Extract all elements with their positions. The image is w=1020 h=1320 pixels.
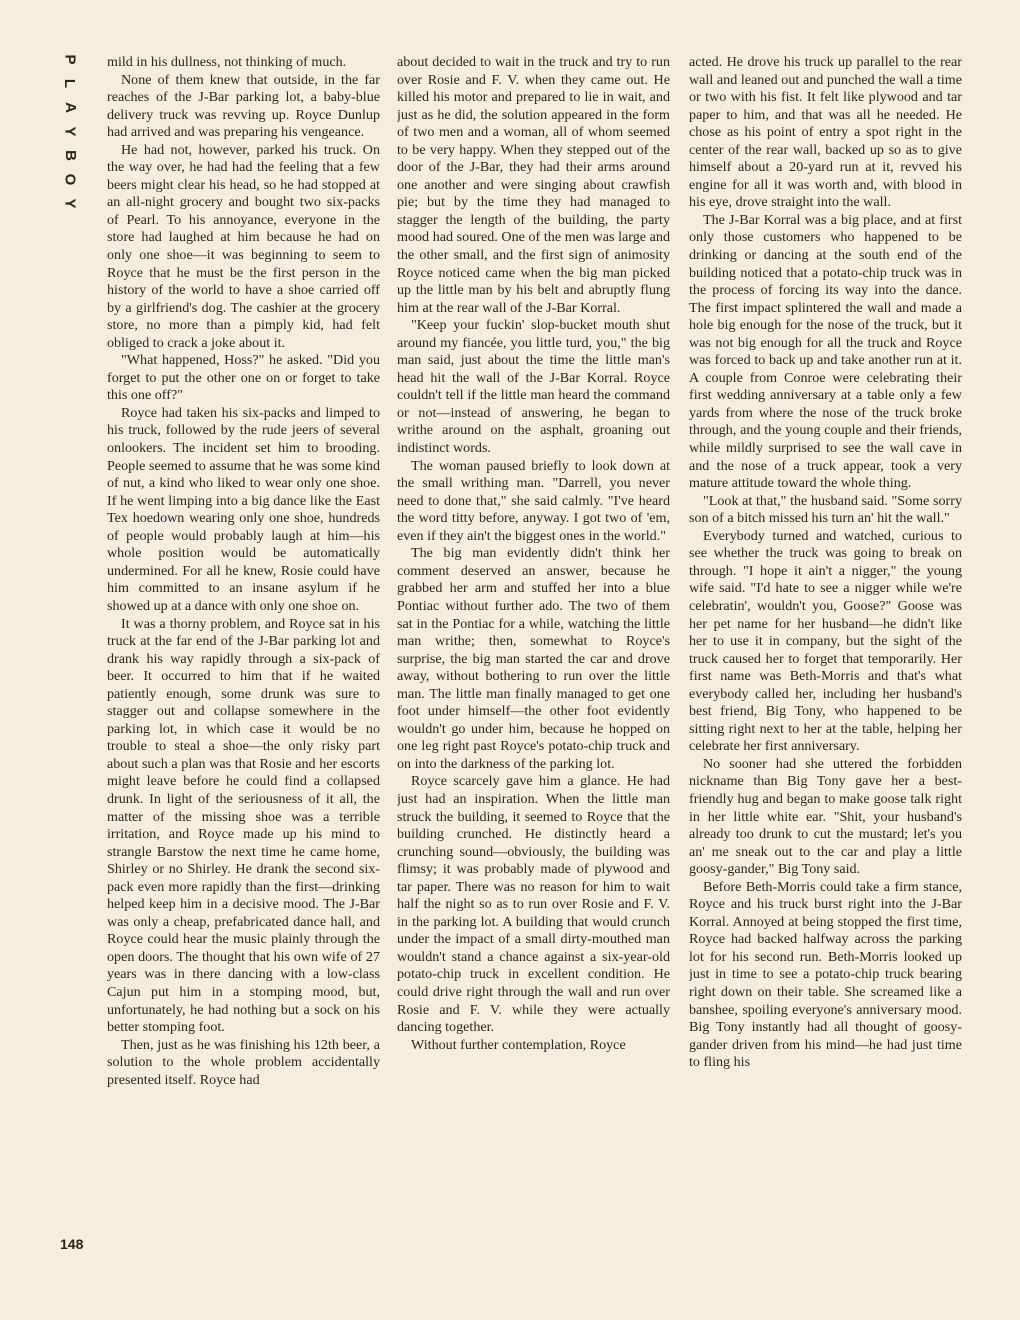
magazine-letter: B — [61, 150, 79, 161]
paragraph: "Keep your fuckin' slop-bucket mouth shut around my fiancée, you little turd, you," the big man said, just about the time the little man's head hit the wall of the J-Bar Korral. Royce couldn't tell if the little man heard the command or not—instead of answering, he began to writhe around on the asphalt, groaning out indistinct words. — [397, 317, 670, 457]
paragraph: Royce had taken his six-packs and limped to his truck, followed by the rude jeers of several onlookers. The incident set him to brooding. People seemed to assume that he was some kind of nut, a kind who liked to wear only one shoe. If he went limping into a big dance like the East Tex hoedown wearing only one shoe, hundreds of people would probably laugh at him—his whole position would be automatically undermined. For all he knew, Rosie could have him committed to an insane asylum if he showed up at a dance with only one shoe on. — [107, 404, 380, 614]
page-number: 148 — [60, 1236, 84, 1252]
paragraph: The big man evidently didn't think her comment deserved an answer, because he grabbed her arm and stuffed her into a blue Pontiac without further ado. The two of them sat in the Pontiac for a while, watching the little man writhe; then, somewhat to Royce's surprise, the big man started the car and drove away, without bothering to run over the little man. The little man finally managed to get one foot under himself—the other foot evidently wouldn't go under him, because he hopped on one leg right past Royce's potato-chip truck and on into the darkness of the parking lot. — [397, 545, 670, 772]
paragraph: He had not, however, parked his truck. On the way over, he had had the feeling that a few beers might clear his head, so he had stopped at an all-night grocery and bought two six-packs of Pearl. To his annoyance, everyone in the store had laughed at him because he had on only one shoe—it was beginning to seem to Royce that he must be the first person in the history of the world to have a shoe carried off by a girlfriend's dog. The cashier at the grocery store, no more than a pimply kid, had felt obliged to crack a joke about it. — [107, 141, 380, 351]
paragraph: Without further contemplation, Royce — [411, 1036, 626, 1053]
paragraph: "What happened, Hoss?" he asked. "Did you forget to put the other one on or forget to take this one off?" — [107, 352, 380, 404]
text-column-3 — [689, 54, 962, 1269]
paragraph: Then, just as he was finishing his 12th beer, a solution to the whole problem accidentally presented itself. Royce had — [107, 1036, 380, 1088]
magazine-letter: A — [61, 102, 79, 113]
paragraph: None of them knew that outside, in the far reaches of the J-Bar parking lot, a baby-blue delivery truck was revving up. Royce Dunlup had arrived and was preparing his vengeance. — [107, 71, 380, 141]
text-column-1 — [107, 54, 380, 1269]
magazine-letter: Y — [61, 126, 79, 137]
magazine-letter: P — [61, 54, 79, 65]
paragraph: The J-Bar Korral was a big place, and at first only those customers who happened to be drinking or dancing at the south end of the building noticed that a potato-chip truck was in the process of forcing its way into the dance. The first impact splintered the wall and made a hole big enough for the nose of the truck, but it was not big enough for all the truck and Royce was forced to back up and take another run at it. A couple from Conroe were celebrating their first wedding anniversary at a table only a few yards from where the nose of the truck broke through, and the young couple and their friends, while mildly surprised to see the wall cave in and the nose of a truck appear, took a very mature attitude toward the whole thing. — [689, 211, 962, 492]
magazine-letter: O — [61, 173, 79, 186]
paragraph: No sooner had she uttered the forbidden nickname than Big Tony gave her a best-friendly hug and began to make goose talk right in her little white ear. "Shit, your husband's already too drunk to cut the mustard; let's you an' me sneak out to the car and play a little goosy-gander," Big Tony said. — [689, 755, 962, 878]
paragraph: acted. He drove his truck up parallel to the rear wall and leaned out and punched the wall a time or two with his fist. It felt like plywood and tar paper to him, and that was all he needed. He chose as his point of entry a spot right in the center of the rear wall, backed up so as to give himself about a 20-yard run at it, revved his engine for all it was worth and, with blood in his eye, drove straight into the wall. — [689, 54, 962, 211]
paragraph: Before Beth-Morris could take a firm stance, Royce and his truck burst right into the J-Bar Korral. Annoyed at being stopped the first time, Royce had backed halfway across the parking lot for his second run. Beth-Morris looked up just in time to see a potato-chip truck bearing right down on their table. She screamed like a banshee, spoiling everyone's anniversary mood. Big Tony instantly had all thought of goosy-gander driven from his mind—he had just time to fling his — [689, 878, 962, 1071]
paragraph: "Look at that," the husband said. "Some sorry son of a bitch missed his turn an' hit the wall." — [689, 492, 962, 527]
paragraph: It was a thorny problem, and Royce sat in his truck at the far end of the J-Bar parking lot and drank his way rapidly through a six-pack of beer. It occurred to him that if he waited patiently enough, some drunk was sure to stagger out and collapse somewhere in the parking lot, in which case it would be no trouble to steal a shoe—the only risky part about such a plan was that Rosie and her escorts might leave before he could find a collapsed drunk. In light of the seriousness of it all, the matter of the missing shoe was a terrible irritation, and Royce made up his mind to strangle Barstow the next time he came home, Shirley or no Shirley. He drank the second six-pack even more rapidly than the first—drinking helped keep him in a decisive mood. The J-Bar was only a cheap, prefabricated dance hall, and Royce could hear the music plainly through the open doors. The thought that his own wife of 27 years was in there dancing with a low-class Cajun put him in a stomping mood, but, unfortunately, he had nothing but a sock on his better stomping foot. — [107, 615, 380, 1036]
text-column-2 — [397, 54, 670, 1269]
paragraph: mild in his dullness, not thinking of much. — [107, 54, 347, 70]
magazine-letter: Y — [61, 198, 79, 209]
paragraph: The woman paused briefly to look down at the small writhing man. "Darrell, you never need to done that," she said calmly. "I've heard the word titty before, anyway. I got two of 'em, even if they ain't the biggest ones in the world." — [397, 457, 670, 544]
paragraph: Royce scarcely gave him a glance. He had just had an inspiration. When the little man struck the building, it seemed to Royce that the building crunched. He distinctly heard a crunching sound—obviously, the building was flimsy; it was probably made of plywood and tar paper. There was no reason for him to wait half the night so as to run over Rosie and F. V. in the parking lot. A building that would crunch under the impact of a small dirty-mouthed man wouldn't stand a chance against a six-year-old potato-chip truck in excellent condition. He could drive right through the wall and run over Rosie and F. V. while they were actually dancing together. — [397, 773, 670, 1036]
magazine-letter: L — [61, 78, 79, 89]
paragraph: Everybody turned and watched, curious to see whether the truck was going to break on through. "I hope it ain't a nigger," the young wife said. "I'd hate to see a nigger while we're celebratin', wouldn't you, Goose?" Goose was her pet name for her husband—he didn't like her to use it in company, but the sight of the truck caused her to forget that temporarily. Her first name was Beth-Morris and that's what everybody called her, including her husband's best friend, Big Tony, who happened to be sitting right next to her at the table, helping her celebrate her first anniversary. — [689, 527, 962, 755]
paragraph: about decided to wait in the truck and try to run over Rosie and F. V. when they came out. He killed his motor and prepared to lie in wait, and just as he did, the solution appeared in the form of two men and a woman, all of whom seemed to be very happy. When they stepped out of the door of the J-Bar, they had their arms around one another and were singing about crawfish pie; but by the time they had managed to stagger the length of the building, the party mood had soured. One of the men was large and the other small, and the first sign of animosity Royce noticed came when the big man picked up the little man by his belt and abruptly flung him at the rear wall of the J-Bar Korral. — [397, 54, 670, 316]
magazine-name-vertical — [60, 52, 80, 211]
